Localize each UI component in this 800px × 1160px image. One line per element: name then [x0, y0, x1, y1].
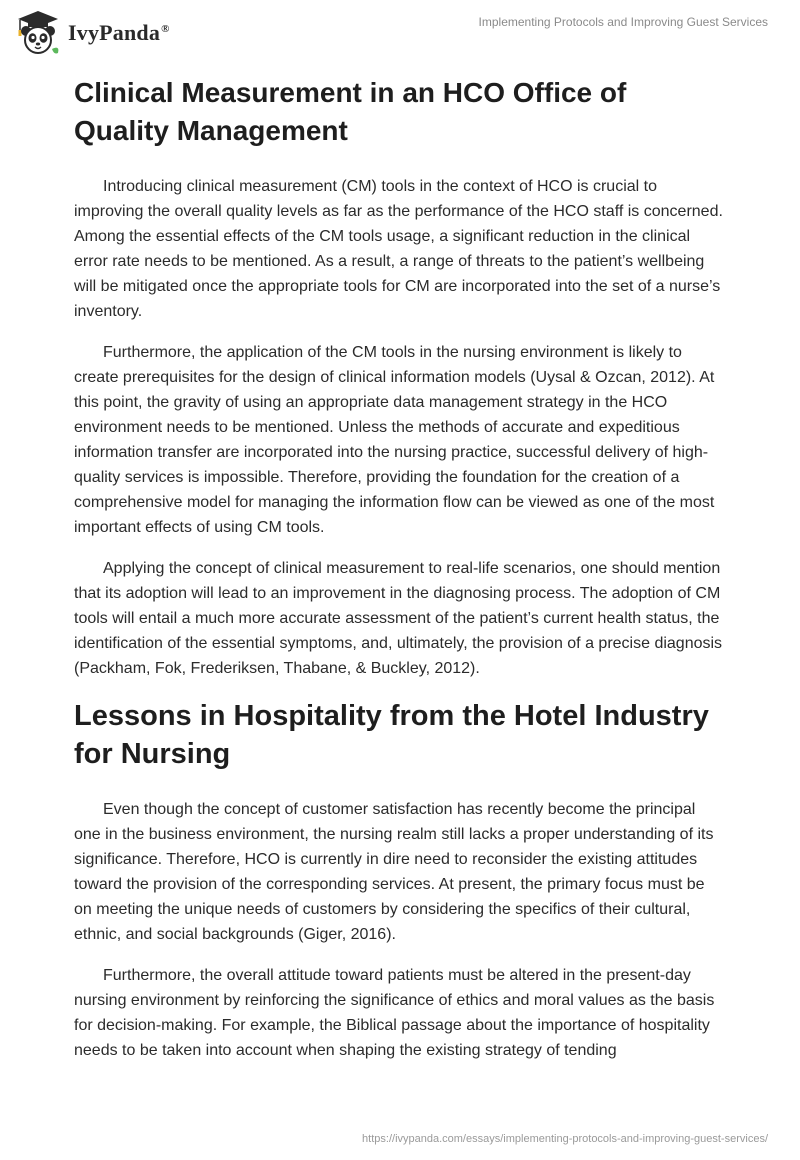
registered-mark: ® — [161, 22, 170, 35]
footer-source-url[interactable]: https://ivypanda.com/essays/implementing-protocols-and-improving-guest-services/ — [362, 1133, 768, 1145]
paragraph: Furthermore, the application of the CM tools in the nursing environment is likely to create prerequisites for the design of clinical information models (Uysal & Ozcan, 2012). At this point, the gravity of using an appropriate data management strategy in the HCO environment needs to be mentioned. Unless the methods of accurate and expeditious information transfer are incorporated into the nursing practice, successful delivery of high-quality services is impossible. Therefore, providing the foundation for the creation of a comprehensive model for managing the information flow can be viewed as one of the most important effects of using CM tools. — [74, 344, 715, 536]
essay-content — [74, 74, 726, 1079]
ivypanda-logo[interactable] — [14, 8, 170, 58]
panda-graduate-icon — [14, 9, 62, 57]
paragraph: Applying the concept of clinical measurement to real-life scenarios, one should mention that its adoption will lead to an improvement in the diagnosing process. The adoption of CM tools will entail a much more accurate assessment of the patient’s current health status, the identification of the essential symptoms, and, ultimately, the provision of a precise diagnosis (Packham, Fok, Frederiksen, Thabane, & Buckley, 2012). — [74, 560, 723, 677]
brand-name: IvyPanda® — [68, 20, 170, 45]
section-heading: Lessons in Hospitality from the Hotel Industry for Nursing — [74, 700, 709, 770]
section-heading: Clinical Measurement in an HCO Office of Quality Management — [74, 77, 627, 146]
paragraph: Even though the concept of customer satisfaction has recently become the principal one in the business environment, the nursing realm still lacks a proper understanding of its significance. Therefore, HCO is currently in dire need to reconsider the existing attitudes toward the provision of the corresponding services. At present, the primary focus must be on meeting the unique needs of customers by considering the specifics of their cultural, ethnic, and social backgrounds (Giger, 2016). — [74, 801, 714, 943]
paragraph: Introducing clinical measurement (CM) tools in the context of HCO is crucial to improving the overall quality levels as far as the performance of the HCO staff is concerned. Among the essential effects of the CM tools usage, a significant reduction in the clinical error rate needs to be mentioned. As a result, a range of threats to the patient’s wellbeing will be mitigated once the appropriate tools for CM are incorporated into the set of a nurse’s inventory. — [74, 178, 723, 320]
page-header-title: Implementing Protocols and Improving Guest Services — [478, 15, 768, 29]
paragraph: Furthermore, the overall attitude toward patients must be altered in the present-day nursing environment by reinforcing the significance of ethics and moral values as the basis for decision-making. For example, the Biblical passage about the importance of hospitality needs to be taken into account when shaping the existing strategy of tending — [74, 967, 715, 1059]
